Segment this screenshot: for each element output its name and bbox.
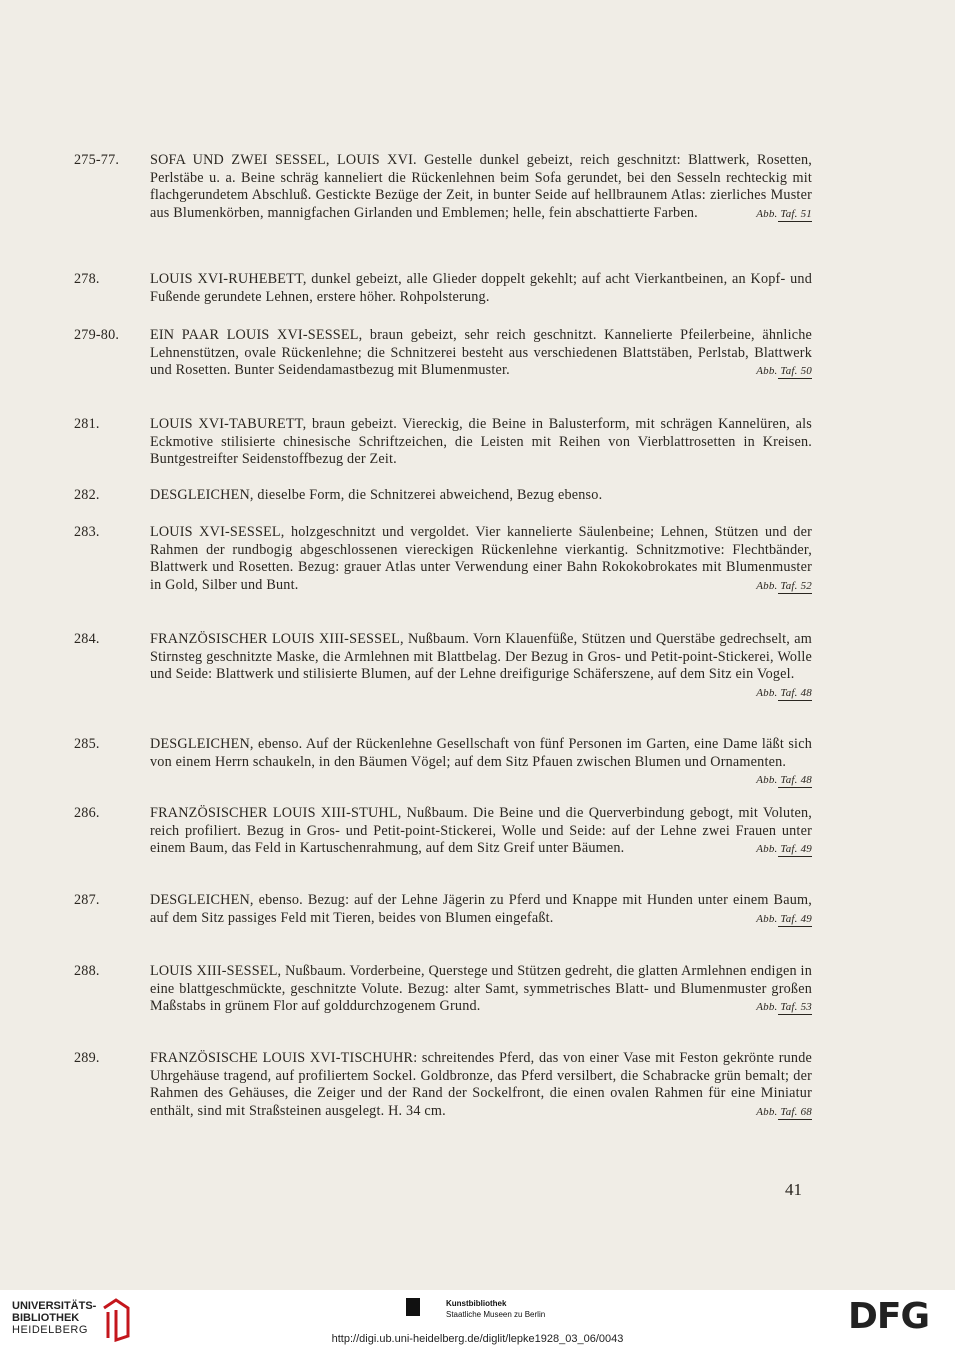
university-line: HEIDELBERG xyxy=(12,1324,88,1336)
kunstbibliothek-sub: Staatliche Museen zu Berlin xyxy=(446,1310,546,1319)
entry-text: LOUIS XVI-TABURETT, braun gebeizt. Viereckig, die Beine in Balusterform, mit schrägen Kannelüren, als Eckmotive stilisierte chinesische Schriftzeichen, die Leisten mit Reihen von Vierblattrosetten in Kreisen. Buntgestreifter Seidenstoffbezug der Zeit. xyxy=(150,416,812,467)
entry-text: DESGLEICHEN, ebenso. Bezug: auf der Lehne Jägerin zu Pferd und Knappe mit Hunden unter einem Baum, auf dem Sitz passiges Feld mit Tieren, beides von Blumen eingefaßt. xyxy=(150,892,812,926)
entry-number: 278. xyxy=(74,271,100,287)
university-library-label xyxy=(12,1300,96,1336)
plate-reference: Abb. Taf. 48 xyxy=(756,774,812,786)
kunstbibliothek-logo-icon xyxy=(406,1298,420,1316)
entry-text: FRANZÖSISCHER LOUIS XIII-STUHL, Nußbaum. Die Beine und die Querverbindung gebogt, mit Voluten, reich profiliert. Bezug in Gros- und Petit-point-Stickerei, Wolle und Seide: auf der Lehne zwei Frauen unter einem Baum, das Feld in Kartuschenrahmung, auf dem Sitz Greif unter Bäumen. xyxy=(150,805,812,856)
entry-number: 281. xyxy=(74,416,100,432)
entry-number: 284. xyxy=(74,631,100,647)
catalog-entry xyxy=(74,271,812,306)
page-number: 41 xyxy=(785,1180,802,1199)
university-line: UNIVERSITÄTS- xyxy=(12,1300,97,1312)
catalog-entry xyxy=(74,892,812,927)
kunstbibliothek-label xyxy=(446,1298,545,1320)
university-line: BIBLIOTHEK xyxy=(12,1312,80,1324)
entry-number: 275-77. xyxy=(74,152,120,168)
catalog-entry xyxy=(74,631,812,701)
entry-number: 289. xyxy=(74,1050,100,1066)
entry-text: LOUIS XVI-SESSEL, holzgeschnitzt und vergoldet. Vier kannelierte Säulenbeine; Lehnen, Stützen und der Rahmen der rundbogig abgeschlossenen viereckigen Rückenlehne vierkantig. Schnitzmotive: Flechtbänder, Blattwerk und Rosetten. Bezug: grauer Atlas unter Verwendung einer Bahn Rokokobrokates mit Blumenmuster in Gold, Silber und Bunt. xyxy=(150,524,812,593)
entry-text: FRANZÖSISCHER LOUIS XIII-SESSEL, Nußbaum. Vorn Klauenfüße, Stützen und Querstäbe gedrechselt, am Stirnsteg geschnitzte Maske, die Armlehnen mit Blattbelag. Der Bezug in Gros- und Petit-point-Stickerei, Wolle und Seide: Blattwerk und stilisierte Blumen, auf der Lehne dreifigurige Schäferszene, auf dem Sitz ein Vogel. xyxy=(150,631,812,682)
entry-text: SOFA UND ZWEI SESSEL, LOUIS XVI. Gestelle dunkel gebeizt, reich geschnitzt: Blattwerk, Rosetten, Perlstäbe u. a. Beine schräg kanneliert die Rückenlehnen beim Sofa gerundet, bei den Sesseln rechteckig mit flachgerundetem Abschluß. Gestickte Bezüge der Zeit, in bunter Seide auf hellbraunem Atlas: zierliches Muster aus Blumenkörben, mannigfachen Girlanden und Emblemen; helle, fein abschattierte Farben. xyxy=(150,152,812,221)
entry-number: 286. xyxy=(74,805,100,821)
source-url[interactable]: http://digi.ub.uni-heidelberg.de/diglit/lepke1928_03_06/0043 xyxy=(331,1333,624,1345)
plate-reference: Abb. Taf. 49 xyxy=(756,843,812,855)
entry-text: FRANZÖSISCHE LOUIS XVI-TISCHUHR: schreitendes Pferd, das von einer Vase mit Feston gekrönte runde Uhrgehäuse tragend, auf profiliertem Sockel. Goldbronze, das Pferd versilbert, die Schabracke grün bemalt; der Rahmen des Gehäuses, die Zeiger und der Rand der Sockelfront, die einen ovalen Rahmen für eine Miniatur enthält, sind mit Straßsteinen ausgelegt. H. 34 cm. xyxy=(150,1050,812,1119)
catalog-entry xyxy=(74,736,812,788)
entry-number: 279-80. xyxy=(74,327,120,343)
entry-number: 285. xyxy=(74,736,100,752)
plate-reference: Abb. Taf. 53 xyxy=(756,1001,812,1013)
plate-reference: Abb. Taf. 50 xyxy=(756,365,812,377)
footer-bar xyxy=(0,1290,955,1351)
dfg-logo: DFG xyxy=(848,1296,930,1337)
catalog-entry xyxy=(74,805,812,858)
catalog-entry xyxy=(74,963,812,1016)
catalog-entry xyxy=(74,487,812,505)
entry-text: DESGLEICHEN, dieselbe Form, die Schnitzerei abweichend, Bezug ebenso. xyxy=(150,487,603,503)
catalog-entry xyxy=(74,152,812,222)
entry-number: 288. xyxy=(74,963,100,979)
catalog-entry xyxy=(74,1050,812,1120)
plate-reference: Abb. Taf. 49 xyxy=(756,912,812,925)
catalog-entry xyxy=(74,416,812,469)
entry-text: DESGLEICHEN, ebenso. Auf der Rückenlehne Gesellschaft von fünf Personen im Garten, eine Dame läßt sich von einem Herrn schaukeln, in den Bäumen Vögel; auf dem Sitz Pfauen zwischen Blumen und Ornamenten. xyxy=(150,736,812,770)
catalog-entry xyxy=(74,524,812,594)
entry-number: 282. xyxy=(74,487,100,503)
plate-reference: Abb. Taf. 51 xyxy=(756,207,812,220)
plate-reference: Abb. Taf. 48 xyxy=(756,686,812,699)
entry-text: LOUIS XIII-SESSEL, Nußbaum. Vorderbeine, Querstege und Stützen gedreht, die glatten Armlehnen endigen in eine blattgeschmückte, geschnitzte Volute. Bezug: alter Samt, symmetrisches Blatt- und Blumenmuster großen Maßstabs in grünem Flor auf golddurchzogenem Grund. xyxy=(150,963,812,1014)
entry-text: LOUIS XVI-RUHEBETT, dunkel gebeizt, alle Glieder doppelt gekehlt; auf acht Vierkantbeinen, an Kopf- und Fußende gerundete Lehnen, erstere höher. Rohpolsterung. xyxy=(150,271,812,305)
plate-reference: Abb. Taf. 52 xyxy=(756,579,812,592)
entry-number: 287. xyxy=(74,892,100,908)
kunstbibliothek-name: Kunstbibliothek xyxy=(446,1299,507,1308)
entry-text: EIN PAAR LOUIS XVI-SESSEL, braun gebeizt, sehr reich geschnitzt. Kannelierte Pfeilerbeine, ähnliche Lehnenstützen, ovale Rückenlehne; die Schnitzerei besteht aus verschiedenen Blattstäben, Perlstab, Blattwerk und Rosetten. Bunter Seidendamastbezug mit Blumenmuster. xyxy=(150,327,812,378)
catalog-entry xyxy=(74,327,812,380)
plate-reference: Abb. Taf. 68 xyxy=(756,1105,812,1118)
entry-number: 283. xyxy=(74,524,100,540)
